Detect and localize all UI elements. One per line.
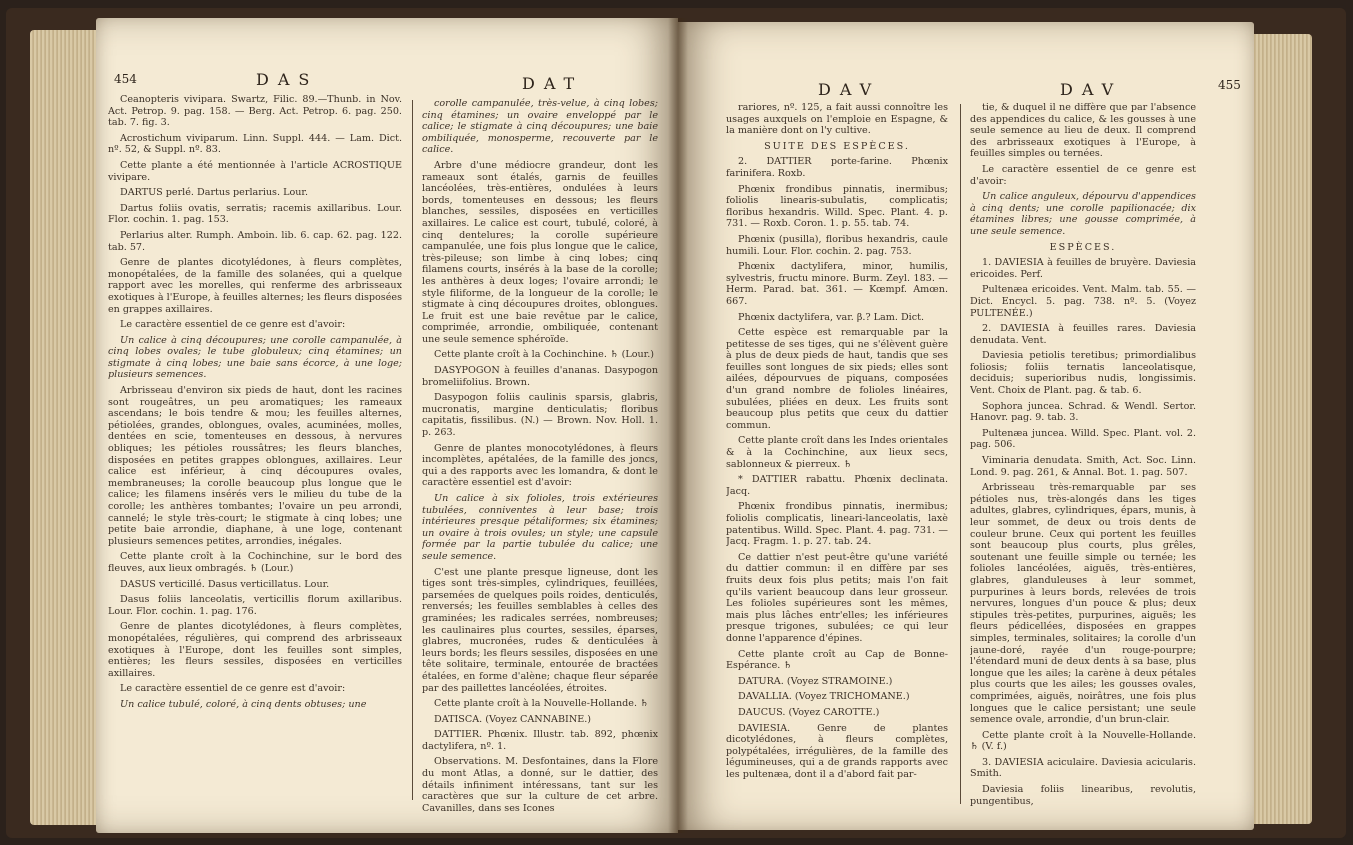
paragraph: DASYPOGON à feuilles d'ananas. Dasypogon bromeliifolius. Brown.	[422, 365, 658, 388]
paragraph: Le caractère essentiel de ce genre est d'avoir:	[120, 683, 346, 695]
paragraph: Cette plante croît à la Nouvelle-Hollande. ♄	[434, 698, 649, 710]
paragraph: Arbrisseau d'environ six pieds de haut, dont les racines sont rougeâtres, un peu aromatiques; les rameaux ascendans; le bois tendre & mou; les feuilles alternes, pétiolées, grandes, oblongues, ovales, acuminées, molles, dentées en scie, tomenteuses en dessous, à nervures obliques; les pétioles roussâtres; les fleurs blanches, disposées en petites grappes oblongues, axillaires. Leur calice est inférieur, à cinq découpures ovales, membraneuses; la corolle beaucoup plus longue que le calice; les filamens insérés vers le milieu du tube de la corolle; les anthères tombantes; l'ovaire un peu arrondi, cannelé; le style très-court; le stigmate à cinq lobes; une petite baie arrondie, diaphane, à une loge, contenant plusieurs semences petites, arrondies, inégales.	[108, 385, 402, 547]
left-column-1	[108, 94, 402, 829]
paragraph: tie, & duquel il ne diffère que par l'absence des appendices du calice, & les gousses à une seule semence au lieu de deux. Il comprend des arbrisseaux exotiques à l'Europe, à feuilles simples ou ternées.	[970, 102, 1196, 160]
page-edges-right	[1250, 34, 1312, 824]
book-gutter	[668, 18, 688, 833]
paragraph: DASUS verticillé. Dasus verticillatus. Lour.	[120, 578, 330, 590]
paragraph: rariores, nº. 125, a fait aussi connoître les usages auxquels on l'emploie en Espagne, & la manière dont on l'y cultive.	[726, 102, 948, 137]
paragraph: Acrostichum viviparum. Linn. Suppl. 444. — Lam. Dict. nº. 52, & Suppl. nº. 83.	[108, 132, 402, 156]
paragraph: Cette plante croît dans les Indes orientales & à la Cochinchine, aux lieux secs, sablonneux & pierreux. ♄	[726, 435, 948, 470]
paragraph: SUITE DES ESPÈCES.	[764, 140, 910, 152]
paragraph: Phœnix dactylifera, var. β.? Lam. Dict.	[738, 311, 924, 323]
left-header-col1: DAS	[256, 70, 319, 89]
paragraph: Un calice tubulé, coloré, à cinq dents obtuses; une	[120, 698, 367, 710]
left-column-2	[422, 98, 658, 828]
paragraph: Arbrisseau très-remarquable par ses pétioles nus, très-alongés dans les tiges adultes, glabres, cylindriques, épars, munis, à leur sommet, de deux ou trois dents de couleur brune. Ceux qui portent les feuilles sont beaucoup plus courts, plus grêles, soutenant une feuille simple ou ternée; les folioles lancéolées, aiguës, très-entières, glabres, glanduleuses à leur sommet, purpurines à leurs bords, relevées de trois nervures, longues d'un pouce & plus; deux stipules très-petites, purpurines, aiguës; les fleurs pédicellées, disposées en grappes simples, terminales, solitaires; la corolle d'un jaune-doré, rayée d'un rouge-pourpre; l'étendard muni de deux dents à sa base, plus longue que les ailes; la carène à deux pétales plus courts que les ailes; les gousses ovales, comprimées, aiguës, noirâtres, une fois plus longues que le calice persistant; une seule semence ovale, arrondie, d'un brun-clair.	[970, 482, 1196, 726]
paragraph: Cette plante croît au Cap de Bonne-Espérance. ♄	[726, 648, 948, 672]
paragraph: Perlarius alter. Rumph. Amboin. lib. 6. cap. 62. pag. 122. tab. 57.	[108, 229, 402, 253]
paragraph: corolle campanulée, très-velue, à cinq lobes; cinq étamines; un ovaire enveloppé par le calice; le stigmate à cinq découpures; une baie ombiliquée, monosperme, recouverte par le calice.	[422, 98, 658, 156]
paragraph: 2. DAVIESIA à feuilles rares. Daviesia denudata. Vent.	[970, 323, 1196, 346]
paragraph: Cette plante a été mentionnée à l'article ACROSTIQUE vivipare.	[108, 159, 402, 183]
paragraph: Le caractère essentiel de ce genre est d'avoir:	[120, 319, 346, 331]
paragraph: DATTIER. Phœnix. Illustr. tab. 892, phœnix dactylifera, nº. 1.	[422, 729, 658, 752]
left-header-col2: DAT	[522, 74, 584, 93]
paragraph: Daviesia petiolis teretibus; primordialibus foliosis; foliis ternatis lanceolatisque, deciduis; superioribus nudis, longissimis. Vent. Choix de Plant. pag. & tab. 6.	[970, 350, 1196, 397]
right-column-2	[970, 102, 1196, 827]
right-column-1	[726, 102, 948, 827]
paragraph: Cette plante croît à la Cochinchine, sur le bord des fleuves, aux lieux ombragés. ♄ (Lour.)	[108, 551, 402, 574]
left-page-number: 454	[114, 72, 137, 86]
paragraph: Daviesia foliis linearibus, revolutis, pungentibus,	[970, 784, 1196, 807]
paragraph: Ce dattier n'est peut-être qu'une variété du dattier commun: il en diffère par ses fruits deux fois plus petits; mais l'on fait qu'ils varient beaucoup dans leur grosseur. Les folioles supérieures sont les mêmes, mais plus lâches entr'elles; les inférieures presque trigones, subulées; ce qui leur donne l'apparence d'épines.	[726, 551, 948, 644]
paragraph: DARTUS perlé. Dartus perlarius. Lour.	[120, 187, 308, 199]
paragraph: 1. DAVIESIA à feuilles de bruyère. Daviesia ericoides. Perf.	[970, 257, 1196, 280]
paragraph: Arbre d'une médiocre grandeur, dont les rameaux sont étalés, garnis de feuilles lancéolées, très-entières, ondulées à leurs bords, tomenteuses en dessous; les fleurs blanches, sessiles, disposées en verticilles axillaires. Le calice est court, tubulé, coloré, à cinq dentelures; la corolle supérieure campanulée, une fois plus longue que le calice, très-pileuse; son limbe à cinq lobes; cinq filamens courts, insérés à la base de la corolle; les anthères à deux loges; l'ovaire arrondi; le style filiforme, de la longueur de la corolle; le stigmate à cinq découpures droites, oblongues. Le fruit est une baie revêtue par le calice, comprimée, arrondie, ombiliquée, contenant une seule semence sphéroïde.	[422, 159, 658, 345]
page-edges-left	[30, 30, 100, 825]
left-page	[96, 18, 678, 833]
paragraph: * DATTIER rabattu. Phœnix declinata. Jacq.	[726, 474, 948, 497]
paragraph: Un calice à cinq découpures; une corolle campanulée, à cinq lobes ovales; le tube globuleux; cinq étamines; un stigmate à cinq lobes; une baie sans écorce, à une loge; plusieurs semences.	[108, 334, 402, 381]
paragraph: Dartus foliis ovatis, serratis; racemis axillaribus. Lour. Flor. cochin. 1. pag. 153.	[108, 202, 402, 226]
paragraph: Phœnix (pusilla), floribus hexandris, caule humili. Lour. Flor. cochin. 2. pag. 753.	[726, 233, 948, 257]
paragraph: Un calice à six folioles, trois extérieures tubulées, conniventes à leur base; trois intérieures presque pétaliformes; six étamines; un ovaire à trois ovules; un style; une capsule formée par la partie tubulée du calice; une seule semence.	[422, 493, 658, 562]
right-header-col1: DAV	[818, 80, 881, 99]
paragraph: Dasypogon foliis caulinis sparsis, glabris, mucronatis, margine denticulatis; floribus capitatis, fissilibus. (N.) — Brown. Nov. Holl. 1. p. 263.	[422, 392, 658, 439]
paragraph: Pultenæa juncea. Willd. Spec. Plant. vol. 2. pag. 506.	[970, 427, 1196, 451]
paragraph: Ceanopteris vivipara. Swartz, Filic. 89.—Thunb. in Nov. Act. Petrop. 9. pag. 158. — Berg. Act. Petrop. 6. pag. 250. tab. 7. fig. 3.	[108, 94, 402, 129]
paragraph: C'est une plante presque ligneuse, dont les tiges sont très-simples, cylindriques, feuillées, parsemées de quelques poils roides, denticulés, renversés; les feuilles semblables à celles des graminées; les radicales serrées, nombreuses; les caulinaires plus courtes, sessiles, éparses, glabres, mucronées, rudes & denticulées à leurs bords; les fleurs sessiles, disposées en une tête solitaire, terminale, entourée de bractées étalées, en forme d'alène; chaque fleur séparée par des paillettes lancéolées, étroites.	[422, 566, 658, 694]
paragraph: Observations. M. Desfontaines, dans la Flore du mont Atlas, a donné, sur le dattier, des détails infiniment intéressans, tant sur les caractères que sur la culture de cet arbre. Cavanilles, dans ses Icones	[422, 756, 658, 814]
paragraph: DATURA. (Voyez STRAMOINE.)	[738, 675, 893, 687]
paragraph: Genre de plantes dicotylédones, à fleurs complètes, monopétalées, de la famille des solanées, qui a quelque rapport avec les morelles, qui renferme des arbrisseaux exotiques à l'Europe, à feuilles alternes; les fleurs disposées en grappes axillaires.	[108, 257, 402, 315]
paragraph: Pultenæa ericoides. Vent. Malm. tab. 55. — Dict. Encycl. 5. pag. 738. nº. 5. (Voyez PULTENÉE.)	[970, 284, 1196, 319]
paragraph: Cette espèce est remarquable par la petitesse de ses tiges, qui ne s'élèvent guère à plus de deux pieds de haut, tandis que ses feuilles sont longues de six pieds; elles sont ailées, dépourvues de piquans, composées d'un grand nombre de folioles linéaires, subulées, pliées en deux. Les fruits sont beaucoup plus petits que ceux du dattier commun.	[726, 327, 948, 431]
paragraph: DAVIESIA. Genre de plantes dicotylédones, à fleurs complètes, polypétalées, irrégulières, de la famille des légumineuses, qui a de grands rapports avec les pultenæa, dont il a d'abord fait par-	[726, 722, 948, 780]
paragraph: DAUCUS. (Voyez CAROTTE.)	[738, 706, 880, 718]
paragraph: 2. DATTIER porte-farine. Phœnix farinifera. Roxb.	[726, 156, 948, 179]
paragraph: Phœnix dactylifera, minor, humilis, sylvestris, fructu minore. Burm. Zeyl. 183. — Herm. Parad. bat. 361. — Kœmpf. Amœn. 667.	[726, 261, 948, 307]
right-page	[678, 22, 1254, 830]
paragraph: Phœnix frondibus pinnatis, inermibus; foliolis linearis-subulatis, complicatis; floribus hexandris. Willd. Spec. Plant. 4. p. 731. — Roxb. Coron. 1. p. 55. tab. 74.	[726, 183, 948, 230]
paragraph: 3. DAVIESIA aciculaire. Daviesia acicularis. Smith.	[970, 756, 1196, 780]
right-column-divider	[960, 104, 961, 804]
paragraph: Cette plante croît à la Cochinchine. ♄ (Lour.)	[434, 349, 654, 361]
paragraph: ESPÈCES.	[1049, 241, 1117, 253]
right-header-col2: DAV	[1060, 80, 1123, 99]
paragraph: Cette plante croît à la Nouvelle-Hollande. ♄ (V. f.)	[970, 729, 1196, 753]
paragraph: Dasus foliis lanceolatis, verticillis florum axillaribus. Lour. Flor. cochin. 1. pag. 176.	[108, 594, 402, 617]
paragraph: DAVALLIA. (Voyez TRICHOMANE.)	[738, 691, 910, 703]
paragraph: DATISCA. (Voyez CANNABINE.)	[434, 713, 592, 725]
left-column-divider	[412, 100, 413, 800]
right-page-number: 455	[1218, 78, 1241, 92]
paragraph: Sophora juncea. Schrad. & Wendl. Sertor. Hanovr. pag. 9. tab. 3.	[970, 400, 1196, 424]
paragraph: Genre de plantes dicotylédones, à fleurs complètes, monopétalées, régulières, qui comprend des arbrisseaux exotiques à l'Europe, dont les feuilles sont simples, entières; les fleurs sessiles, disposées en verticilles axillaires.	[108, 621, 402, 679]
paragraph: Le caractère essentiel de ce genre est d'avoir:	[970, 163, 1196, 187]
paragraph: Genre de plantes monocotylédones, à fleurs incomplètes, apétalées, de la famille des joncs, qui a des rapports avec les lomandra, & dont le caractère essentiel est d'avoir:	[422, 442, 658, 489]
paragraph: Un calice anguleux, dépourvu d'appendices à cinq dents; une corolle papilionacée; dix étamines libres; une gousse comprimée, à une seule semence.	[970, 191, 1196, 237]
paragraph: Viminaria denudata. Smith, Act. Soc. Linn. Lond. 9. pag. 261, & Annal. Bot. 1. pag. 507.	[970, 455, 1196, 478]
paragraph: Phœnix frondibus pinnatis, inermibus; foliolis complicatis, lineari-lanceolatis, laxè patentibus. Willd. Spec. Plant. 4. pag. 731. — Jacq. Fragm. 1. p. 27. tab. 24.	[726, 501, 948, 548]
